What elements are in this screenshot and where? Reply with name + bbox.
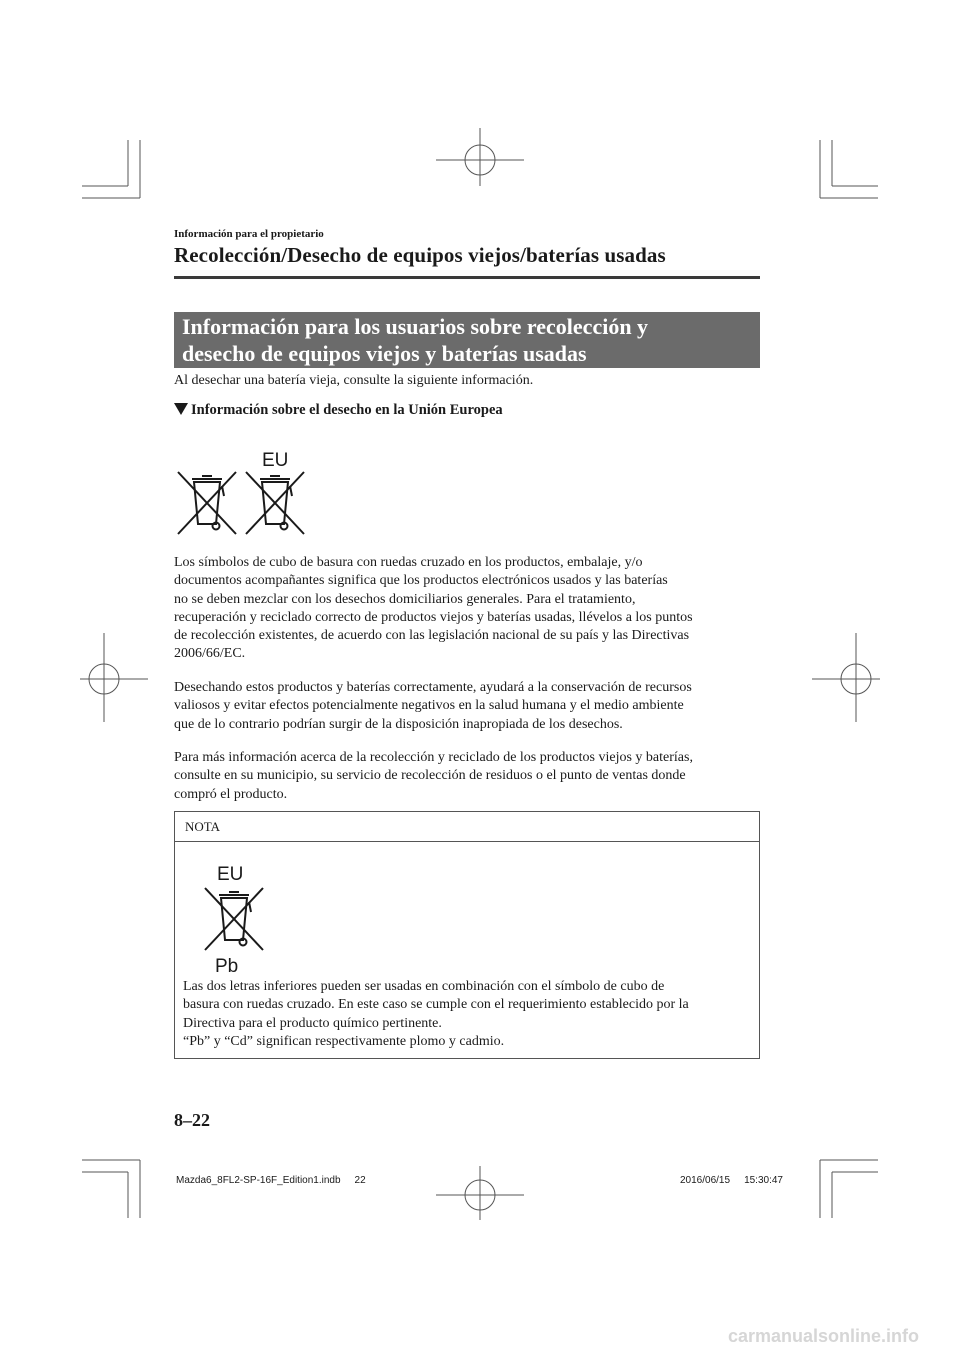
print-file-info xyxy=(176,1175,366,1186)
triangle-down-icon xyxy=(174,403,188,415)
paragraph-line: que de lo contrario podrían surgir de la disposición inapropiada de los desechos. xyxy=(174,716,623,732)
paragraph-line: de recolección existentes, de acuerdo con las legislación nacional de su país y las Directivas xyxy=(174,628,690,644)
section-intro: Al desechar una batería vieja, consulte la siguiente información. xyxy=(174,373,534,388)
crossed-out-wheelie-bin-icon xyxy=(199,862,269,978)
eu-label: EU xyxy=(217,864,244,885)
paragraph-line: Desechando estos productos y baterías correctamente, ayudará a la conservación de recursos xyxy=(174,680,692,695)
section-title-line-2: desecho de equipos viejos y baterías usadas xyxy=(182,341,587,366)
paragraph-more-info xyxy=(174,749,764,804)
page-title: Recolección/Desecho de equipos viejos/baterías usadas xyxy=(174,243,666,267)
file-page: 22 xyxy=(354,1175,366,1186)
crossed-out-wheelie-bin-icon xyxy=(174,446,308,538)
paragraph-conservation xyxy=(174,679,764,734)
subsection-heading xyxy=(174,402,503,419)
note-line: basura con ruedas cruzado. En este caso se cumple con el requerimiento establecido por la xyxy=(183,997,689,1013)
subsection-heading-text: Información sobre el desecho en la Unión Europea xyxy=(191,402,503,418)
file-name: Mazda6_8FL2-SP-16F_Edition1.indb xyxy=(176,1175,341,1186)
note-line: Directiva para el producto químico pertinente. xyxy=(183,1015,442,1031)
paragraph-disposal-symbols xyxy=(174,554,764,664)
print-timestamp xyxy=(680,1175,783,1186)
note-label: NOTA xyxy=(185,819,221,834)
paragraph-line: no se deben mezclar con los desechos domiciliarios generales. Para el tratamiento, xyxy=(174,591,636,607)
page-number: 8–22 xyxy=(174,1110,210,1130)
section-title-line-1: Información para los usuarios sobre recolección y xyxy=(182,314,649,339)
note-box xyxy=(174,811,760,1059)
paragraph-line: compró el producto. xyxy=(174,786,288,802)
note-line: “Pb” y “Cd” significan respectivamente plomo y cadmio. xyxy=(183,1033,505,1049)
note-line: Las dos letras inferiores pueden ser usadas en combinación con el símbolo de cubo de xyxy=(183,979,665,994)
paragraph-line: documentos acompañantes significa que los productos electrónicos usados y las baterías xyxy=(174,573,668,589)
chapter-kicker: Información para el propietario xyxy=(174,228,324,240)
print-date: 2016/06/15 xyxy=(680,1175,731,1186)
weee-pb-symbol xyxy=(199,862,269,978)
paragraph-line: Para más información acerca de la recolección y reciclado de los productos viejos y baterías, xyxy=(174,750,693,765)
paragraph-line: consulte en su municipio, su servicio de recolección de residuos o el punto de ventas donde xyxy=(174,768,686,784)
paragraph-line: Los símbolos de cubo de basura con ruedas cruzado en los productos, embalaje, y/o xyxy=(174,555,643,570)
title-rule xyxy=(174,276,760,279)
paragraph-line: 2006/66/EC. xyxy=(174,646,246,662)
paragraph-line: recuperación y reciclado correcto de productos viejos y baterías usadas, llévelos a los puntos xyxy=(174,609,693,625)
weee-symbols xyxy=(174,446,308,538)
eu-label: EU xyxy=(262,450,289,471)
pb-label: Pb xyxy=(215,956,239,977)
note-text xyxy=(183,978,689,1051)
print-time: 15:30:47 xyxy=(744,1175,783,1186)
section-title-band xyxy=(174,312,760,368)
note-header xyxy=(175,812,759,842)
paragraph-line: valiosos y evitar efectos potencialmente negativos en la salud humana y el medio ambiente xyxy=(174,698,684,714)
watermark: carmanualsonline.info xyxy=(728,1326,920,1346)
